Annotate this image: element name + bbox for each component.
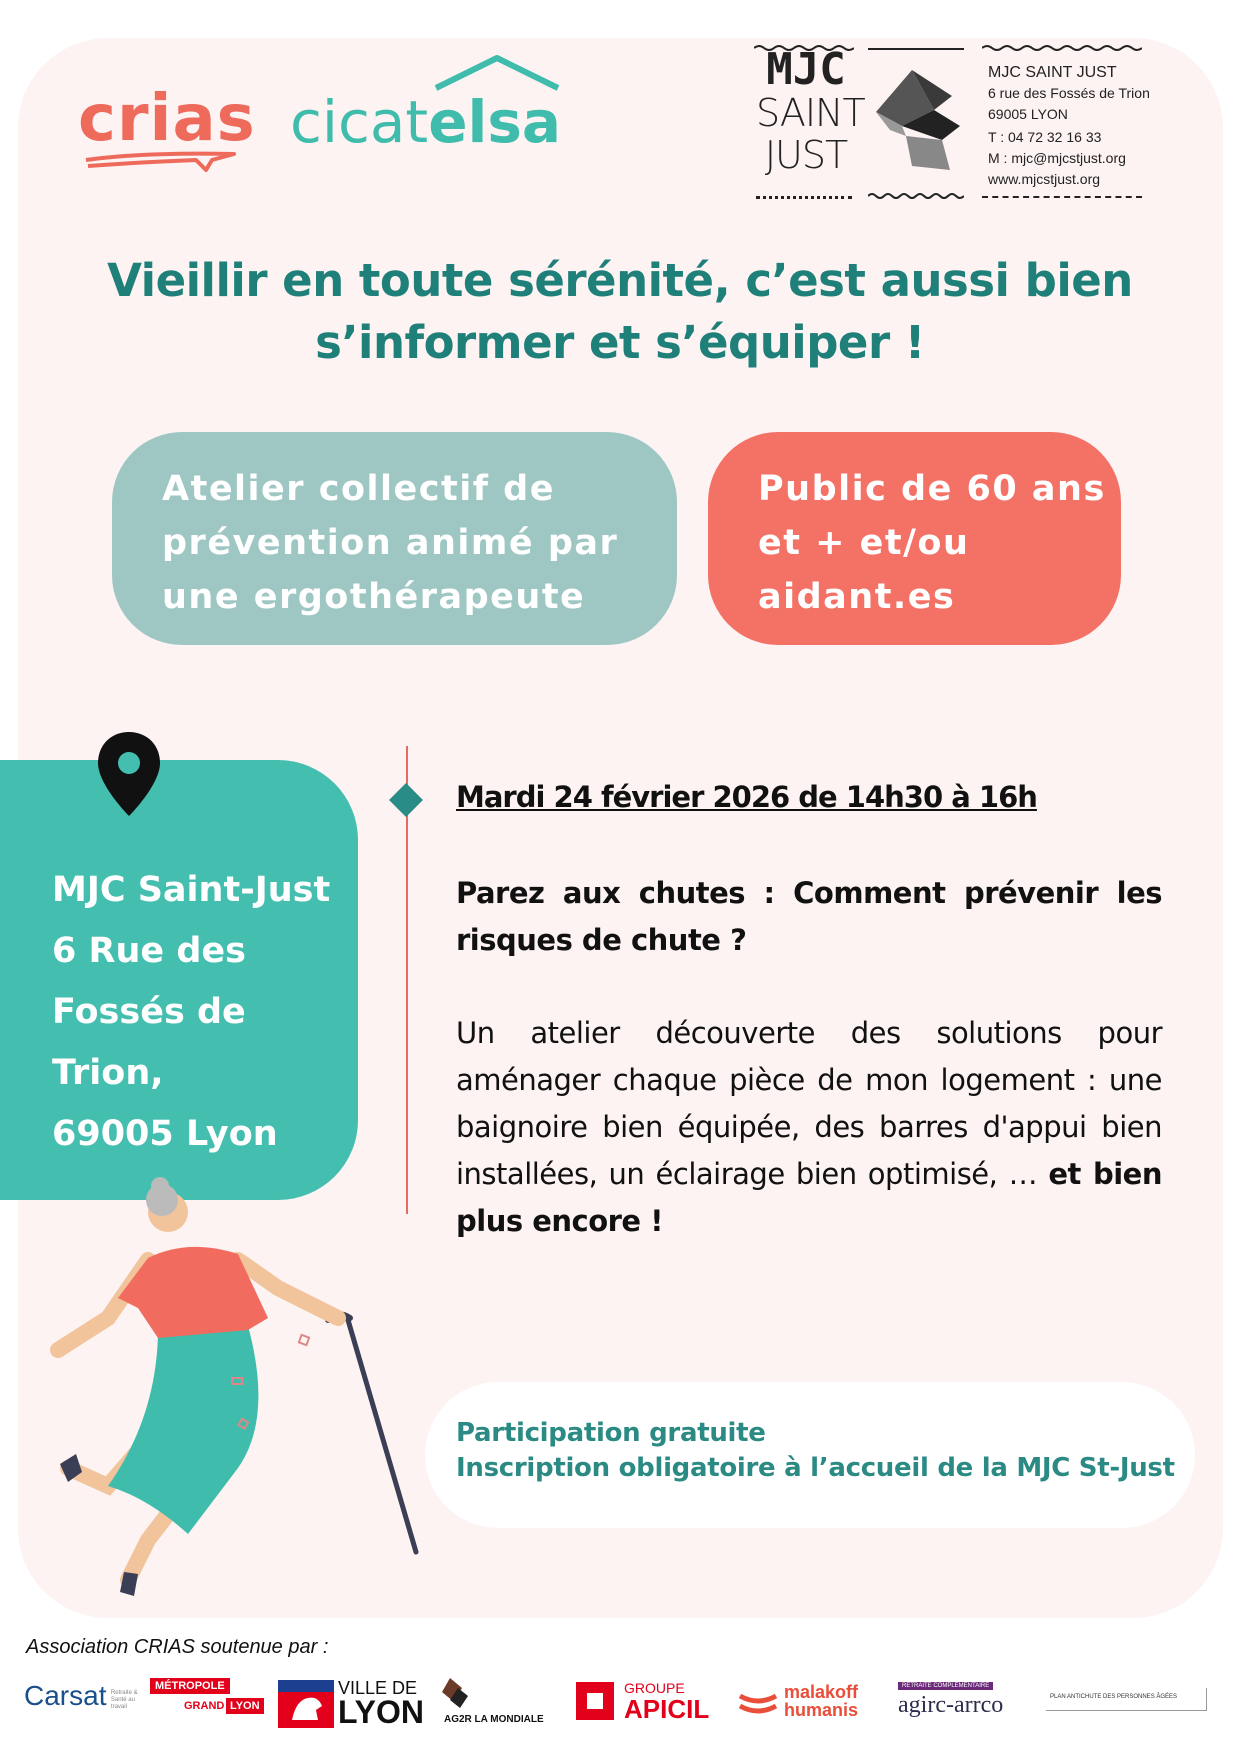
supporters-caption: Association CRIAS soutenue par : [26,1636,329,1658]
mjc-logo-line1: MJC [766,44,846,95]
apicil-square-icon [576,1682,614,1720]
public-line2: et + et/ou [758,523,970,563]
event-body: Un atelier découverte des solutions pour aménager chaque pièce de mon logement : une baignoire bien équipée, des barres d'appui bien installées, un éclairage bien optimisé, … [456,1016,1162,1191]
mjc-web[interactable]: www.mjcstjust.org [988,171,1101,187]
agirc-tag: RETRAITE COMPLÉMENTAIRE [898,1682,993,1690]
metropole-logo [150,1678,268,1716]
mjc-bottom-wave [868,192,964,200]
metropole-grand: GRAND [184,1700,225,1712]
participation-line1: Participation gratuite [456,1418,766,1448]
location-line4: Trion, [52,1053,164,1093]
atelier-line3: une ergothérapeute [162,577,586,617]
event-date: Mardi 24 février 2026 de 14h30 à 16h [456,780,1037,814]
plan-antichute-text: PLAN ANTICHUTE DES PERSONNES ÂGÉES [1050,1694,1178,1700]
ag2r-diamond-icon [440,1676,470,1710]
ville-de-lyon-logo [278,1678,426,1728]
ag2r-logo [440,1676,570,1730]
agirc-arrco-logo [898,1682,1030,1726]
mjc-logo-line2: SAINT [756,91,865,135]
crias-logo: crias [78,82,256,156]
cicatelsa-roof-icon [432,52,562,92]
plan-antichute-logo [1046,1688,1207,1711]
event-body-bold: et bien plus encore ! [456,1157,1162,1238]
carsat-tagline: Retraite & Santé au travail [110,1690,138,1711]
mjc-logo-line3: JUST [764,133,848,177]
mjc-top-rule [868,48,964,50]
mjc-address1: 6 rue des Fossés de Trion [988,85,1150,101]
malakoff-logo [738,1682,868,1724]
cicatelsa-light: cicat [290,88,429,156]
mjc-mail: M : mjc@mjcstjust.org [988,150,1126,166]
page-title [80,250,1160,374]
carsat-logo [24,1680,147,1712]
event-description [456,1010,1162,1245]
metropole-lyon: LYON [226,1698,264,1714]
agirc-name: agirc-arrco [898,1692,1004,1718]
metropole-top: MÉTROPOLE [150,1678,230,1694]
participation-line2: Inscription obligatoire à l’accueil de la MJC St-Just [456,1453,1175,1483]
mjc-top-wave-right [982,44,1142,52]
map-pin-icon [96,730,162,818]
ag2r-text: AG2R LA MONDIALE [444,1714,544,1725]
mjc-address2: 69005 LYON [988,106,1068,122]
location-line3: Fossés de [52,992,246,1032]
humanis-name: humanis [784,1700,859,1720]
location-line5: 69005 Lyon [52,1114,278,1154]
lion-emblem-icon [278,1680,334,1728]
mjc-contact [988,62,1150,190]
location-address [52,860,330,1165]
mjc-phone: T : 04 72 32 16 33 [988,129,1102,145]
participation-text [456,1416,1175,1486]
atelier-line1: Atelier collectif de [162,469,555,509]
public-pill [708,432,1121,645]
lyon-text: LYON [338,1694,424,1730]
apicil-square-inner [587,1693,603,1709]
title-line1: Vieillir en toute sérénité, c’est aussi bien [107,254,1133,307]
mjc-bottom-dots-right [982,196,1142,198]
public-line3: aidant.es [758,577,956,617]
title-line2: s’informer et s’équiper ! [315,316,925,369]
cicatelsa-bold: elsa [428,88,562,156]
carsat-name: Carsat [24,1680,107,1711]
apicil-groupe: GROUPE [624,1680,685,1696]
malakoff-waves-icon [738,1688,778,1718]
mjc-geometric-icon [872,66,962,176]
location-line1: MJC Saint-Just [52,870,331,910]
mjc-logo [756,44,865,177]
ville-de-text: VILLE DE [338,1678,418,1698]
apicil-name: APICIL [624,1694,710,1724]
location-line2: 6 Rue des [52,931,246,971]
apicil-logo [576,1680,726,1726]
cicatelsa-logo [290,88,561,156]
mjc-bottom-dots [756,196,852,199]
crias-logo-underline [84,148,244,178]
atelier-pill [112,432,677,645]
malakoff-name: malakoff [784,1682,859,1702]
elderly-woman-illustration [38,1168,428,1598]
public-line1: Public de 60 ans [758,469,1106,509]
atelier-line2: prévention animé par [162,523,619,563]
mjc-name: MJC SAINT JUST [988,64,1117,81]
event-subtitle: Parez aux chutes : Comment prévenir les risques de chute ? [456,876,1162,957]
